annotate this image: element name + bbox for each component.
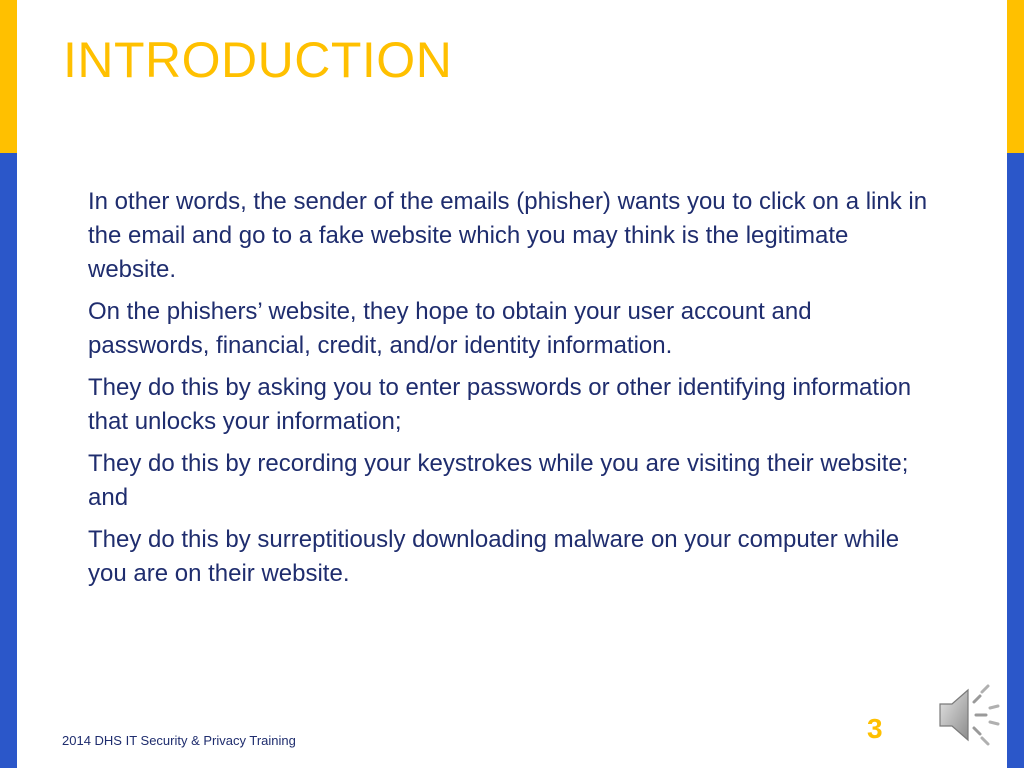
paragraph: On the phishers’ website, they hope to obtain your user account and passwords, financial, credit, and/or identity information. — [88, 298, 812, 359]
right-accent-bar-blue — [1007, 153, 1024, 768]
paragraph: They do this by asking you to enter passwords or other identifying information that unlocks your information; — [88, 374, 912, 435]
speaker-icon-graphic — [934, 682, 1006, 748]
slide-title: INTRODUCTION — [63, 32, 453, 88]
paragraph: They do this by surreptitiously downloading malware on your computer while you are on their website. — [88, 526, 900, 587]
paragraph: In other words, the sender of the emails (phisher) wants you to click on a link in the email and go to a fake website which you may think is the legitimate website. — [88, 188, 928, 283]
paragraph: They do this by recording your keystrokes while you are visiting their website; and — [88, 450, 909, 511]
left-accent-bar-yellow — [0, 0, 17, 153]
right-accent-bar-yellow — [1007, 0, 1024, 153]
left-accent-bar-blue — [0, 153, 17, 768]
page-number: 3 — [867, 713, 883, 744]
slide-body — [88, 185, 938, 599]
speaker-icon[interactable] — [934, 682, 1006, 748]
slide-footer: 2014 DHS IT Security & Privacy Training — [62, 733, 296, 748]
